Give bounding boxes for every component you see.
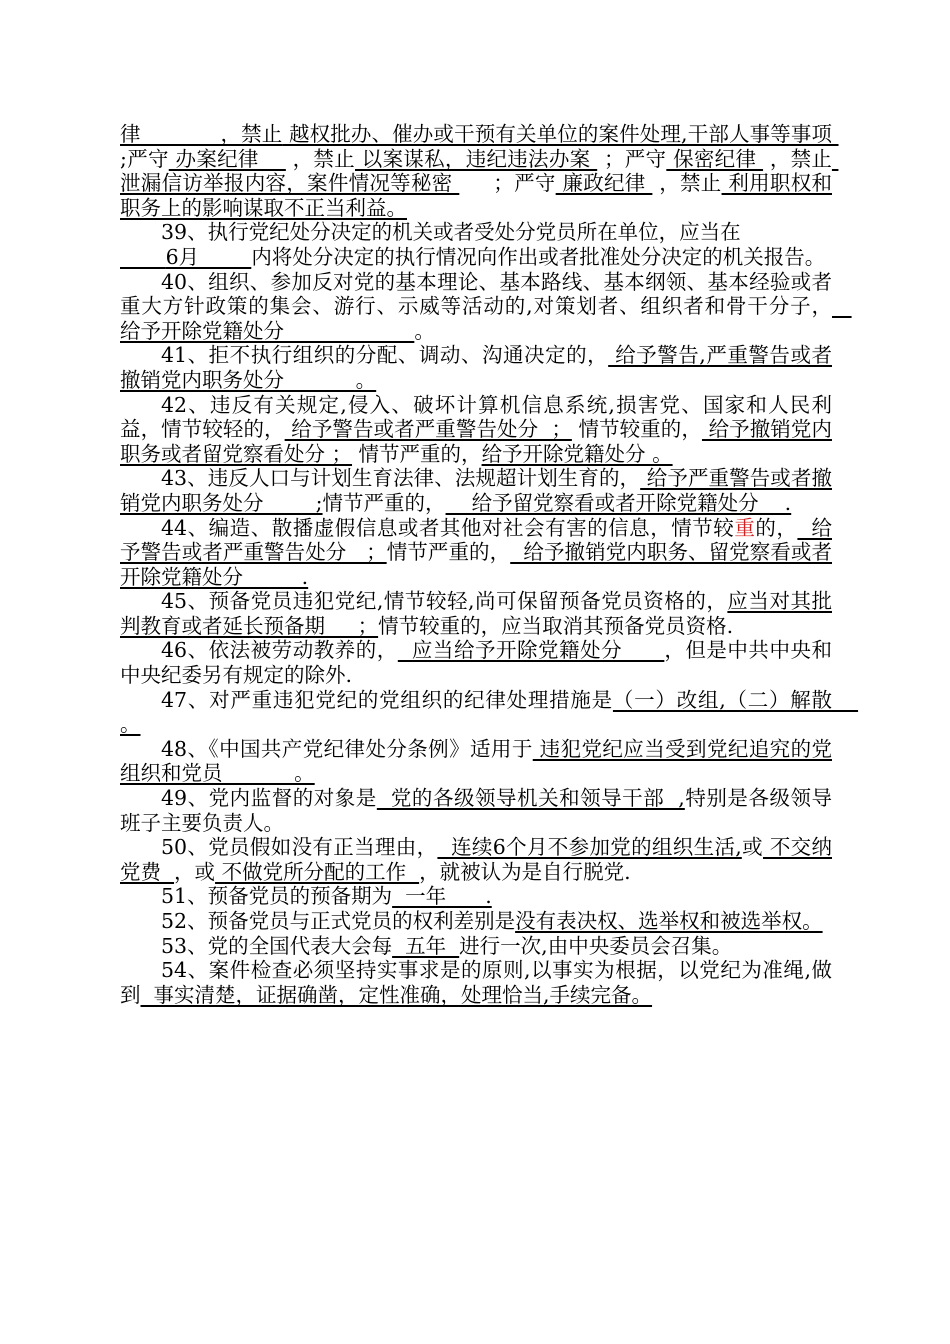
answer-text: 给予撤销党内职务、留党察看或者开除党籍处分 . [120,540,832,589]
answer-text: 给予撤销党内职务或者留党察看处分 ； [120,417,832,466]
question-text: ；严守 [459,171,556,196]
question-text: ，就被认为是自行脱党. [419,859,631,884]
answer-text: 事实清楚，证据确凿，定性准确，处理恰当,手续完备。 [140,982,653,1007]
question-text: ;严守 [120,122,878,171]
paragraph [120,466,832,515]
question-text: 44、编造、散播虚假信息或者其他对社会有害的信息，情节较 [161,515,735,540]
question-text: 43、违反人口与计划生育法律、法规超计划生育的， [161,466,641,491]
question-text: 重 [734,515,756,540]
question-text: ，但是中共中央和中央纪委另有规定的除外. [120,638,832,688]
question-text: 45、预备党员违犯党纪,情节较轻,尚可保留预备党员资格的， [161,589,728,614]
question-text: 48、《中国共产党纪律处分条例》适用于 [161,736,533,761]
document-body [120,122,878,1007]
question-text: 54、案件检查必须坚持实事求是的原则,以事实为根据，以党纪为准绳,做到 [120,958,832,1007]
question-text: 的， [755,515,798,540]
question-text: 内将处分决定的执行情况向作出或者批准处分决定的机关报告。 [251,244,826,269]
answer-text: 给予警告或者严重警告处分 ； [120,515,832,565]
answer-text: 6月 [120,244,252,269]
question-text: ；严守 [597,146,667,171]
answer-text: 泄漏信访举报内容，案件情况等秘密 [120,146,839,196]
paragraph [120,958,832,1007]
paragraph [120,786,832,835]
question-text: 50、党员假如没有正当理由， [161,835,438,860]
paragraph [120,245,832,270]
paragraph [120,220,832,245]
answer-text: 给予警告,严重警告或者撤销党内职务处分 。 [120,343,832,392]
question-text: 39、执行党纪处分决定的机关或者受处分党员所在单位，应当在 [161,220,741,245]
paragraph [120,122,878,220]
answer-text: 应当对其批判教育或者延长预备期 ； [120,589,832,638]
answer-text: 给予开除党籍处分 [120,294,852,343]
answer-text: 给予留党察看或者开除党籍处分 . [445,490,792,515]
question-text: 情节较重的，应当取消其预备党员资格. [378,613,734,638]
question-text: 49、党内监督的对象是 [161,786,377,811]
question-text: 40、组织、参加反对党的基本理论、基本路线、基本纲领、基本经验或者重大方针政策的集会、游行、示威等活动的,对策划者、组织者和骨干分子， [120,269,832,319]
question-text: 情节严重的， [386,540,511,565]
answer-text: （一）改组,（二）解散 。 [120,687,859,737]
question-text: 特别是各级领导班子主要负责人。 [120,786,832,835]
answer-text: 给予警告或者严重警告处分 ； [284,417,572,442]
question-text: 情节较重的， [571,417,702,442]
answer-text: 办案纪律 [168,146,286,171]
paragraph [120,687,859,737]
paragraph [120,909,832,934]
answer-text: 一年 . [392,884,492,909]
question-text: 52、预备党员与正式党员的权利差别是 [161,909,516,933]
question-text: ，或 [174,859,216,884]
paragraph [120,737,832,786]
question-text: 进行一次,由中央委员会召集。 [459,933,733,958]
answer-text: 应当给予开除党籍处分 [397,638,665,663]
answer-text: 没有表决权、选举权和被选举权。 [515,909,823,933]
answer-text: 律 ，禁止 [120,122,283,146]
question-text: ，禁止 [652,171,722,196]
answer-text: 给予严重警告或者撤销党内职务处分 ; [120,466,832,515]
answer-text: 党的各级领导机关和领导干部 , [376,786,685,811]
question-text: 41、拒不执行组织的分配、调动、沟通决定的， [161,343,609,368]
question-text: 情节严重的， [322,490,446,515]
question-text: 46、依法被劳动教养的， [161,638,398,663]
answer-text: 给予开除党籍处分 。 [481,441,673,466]
paragraph [120,343,832,392]
paragraph [120,269,852,344]
answer-text: 违犯党纪应当受到党纪追究的党组织和党员 。 [120,736,832,786]
paragraph [120,589,832,638]
paragraph [120,393,832,467]
paragraph [120,934,832,959]
answer-text: 不交纳党费 [120,835,832,884]
question-text: 。 [414,318,435,343]
question-text: 47、对严重违犯党纪的党组织的纪律处理措施是 [161,687,613,712]
question-text: 53、党的全国代表大会每 [161,933,393,958]
question-text: 42、违反有关规定,侵入、破坏计算机信息系统,损害党、国家和人民利益，情节较轻的， [120,392,832,442]
question-text: ，禁止 [763,146,832,171]
answer-text: 五年 [392,933,460,958]
answer-text: 廉政纪律 [555,171,653,196]
answer-text: 以案谋私，违纪违法办案 [355,146,598,171]
answer-text: 连续6个月不参加党的组织生活, [437,835,742,860]
paragraph [120,516,832,590]
question-text: 或 [741,835,763,860]
paragraph [120,638,832,687]
answer-text: 利用职权和职务上的影响谋取不正当利益。 [120,171,832,220]
answer-text: 不做党所分配的工作 [215,859,420,884]
question-text: 情节严重的， [352,441,482,466]
paragraph [120,884,832,909]
question-text: 51、预备党员的预备期为 [161,884,393,909]
answer-text: 越权批办、催办或干预有关单位的案件处理,干部人事等事项 [282,122,839,146]
paragraph [120,835,832,884]
answer-text: 保密纪律 [666,146,764,171]
question-text: ，禁止 [285,146,355,171]
